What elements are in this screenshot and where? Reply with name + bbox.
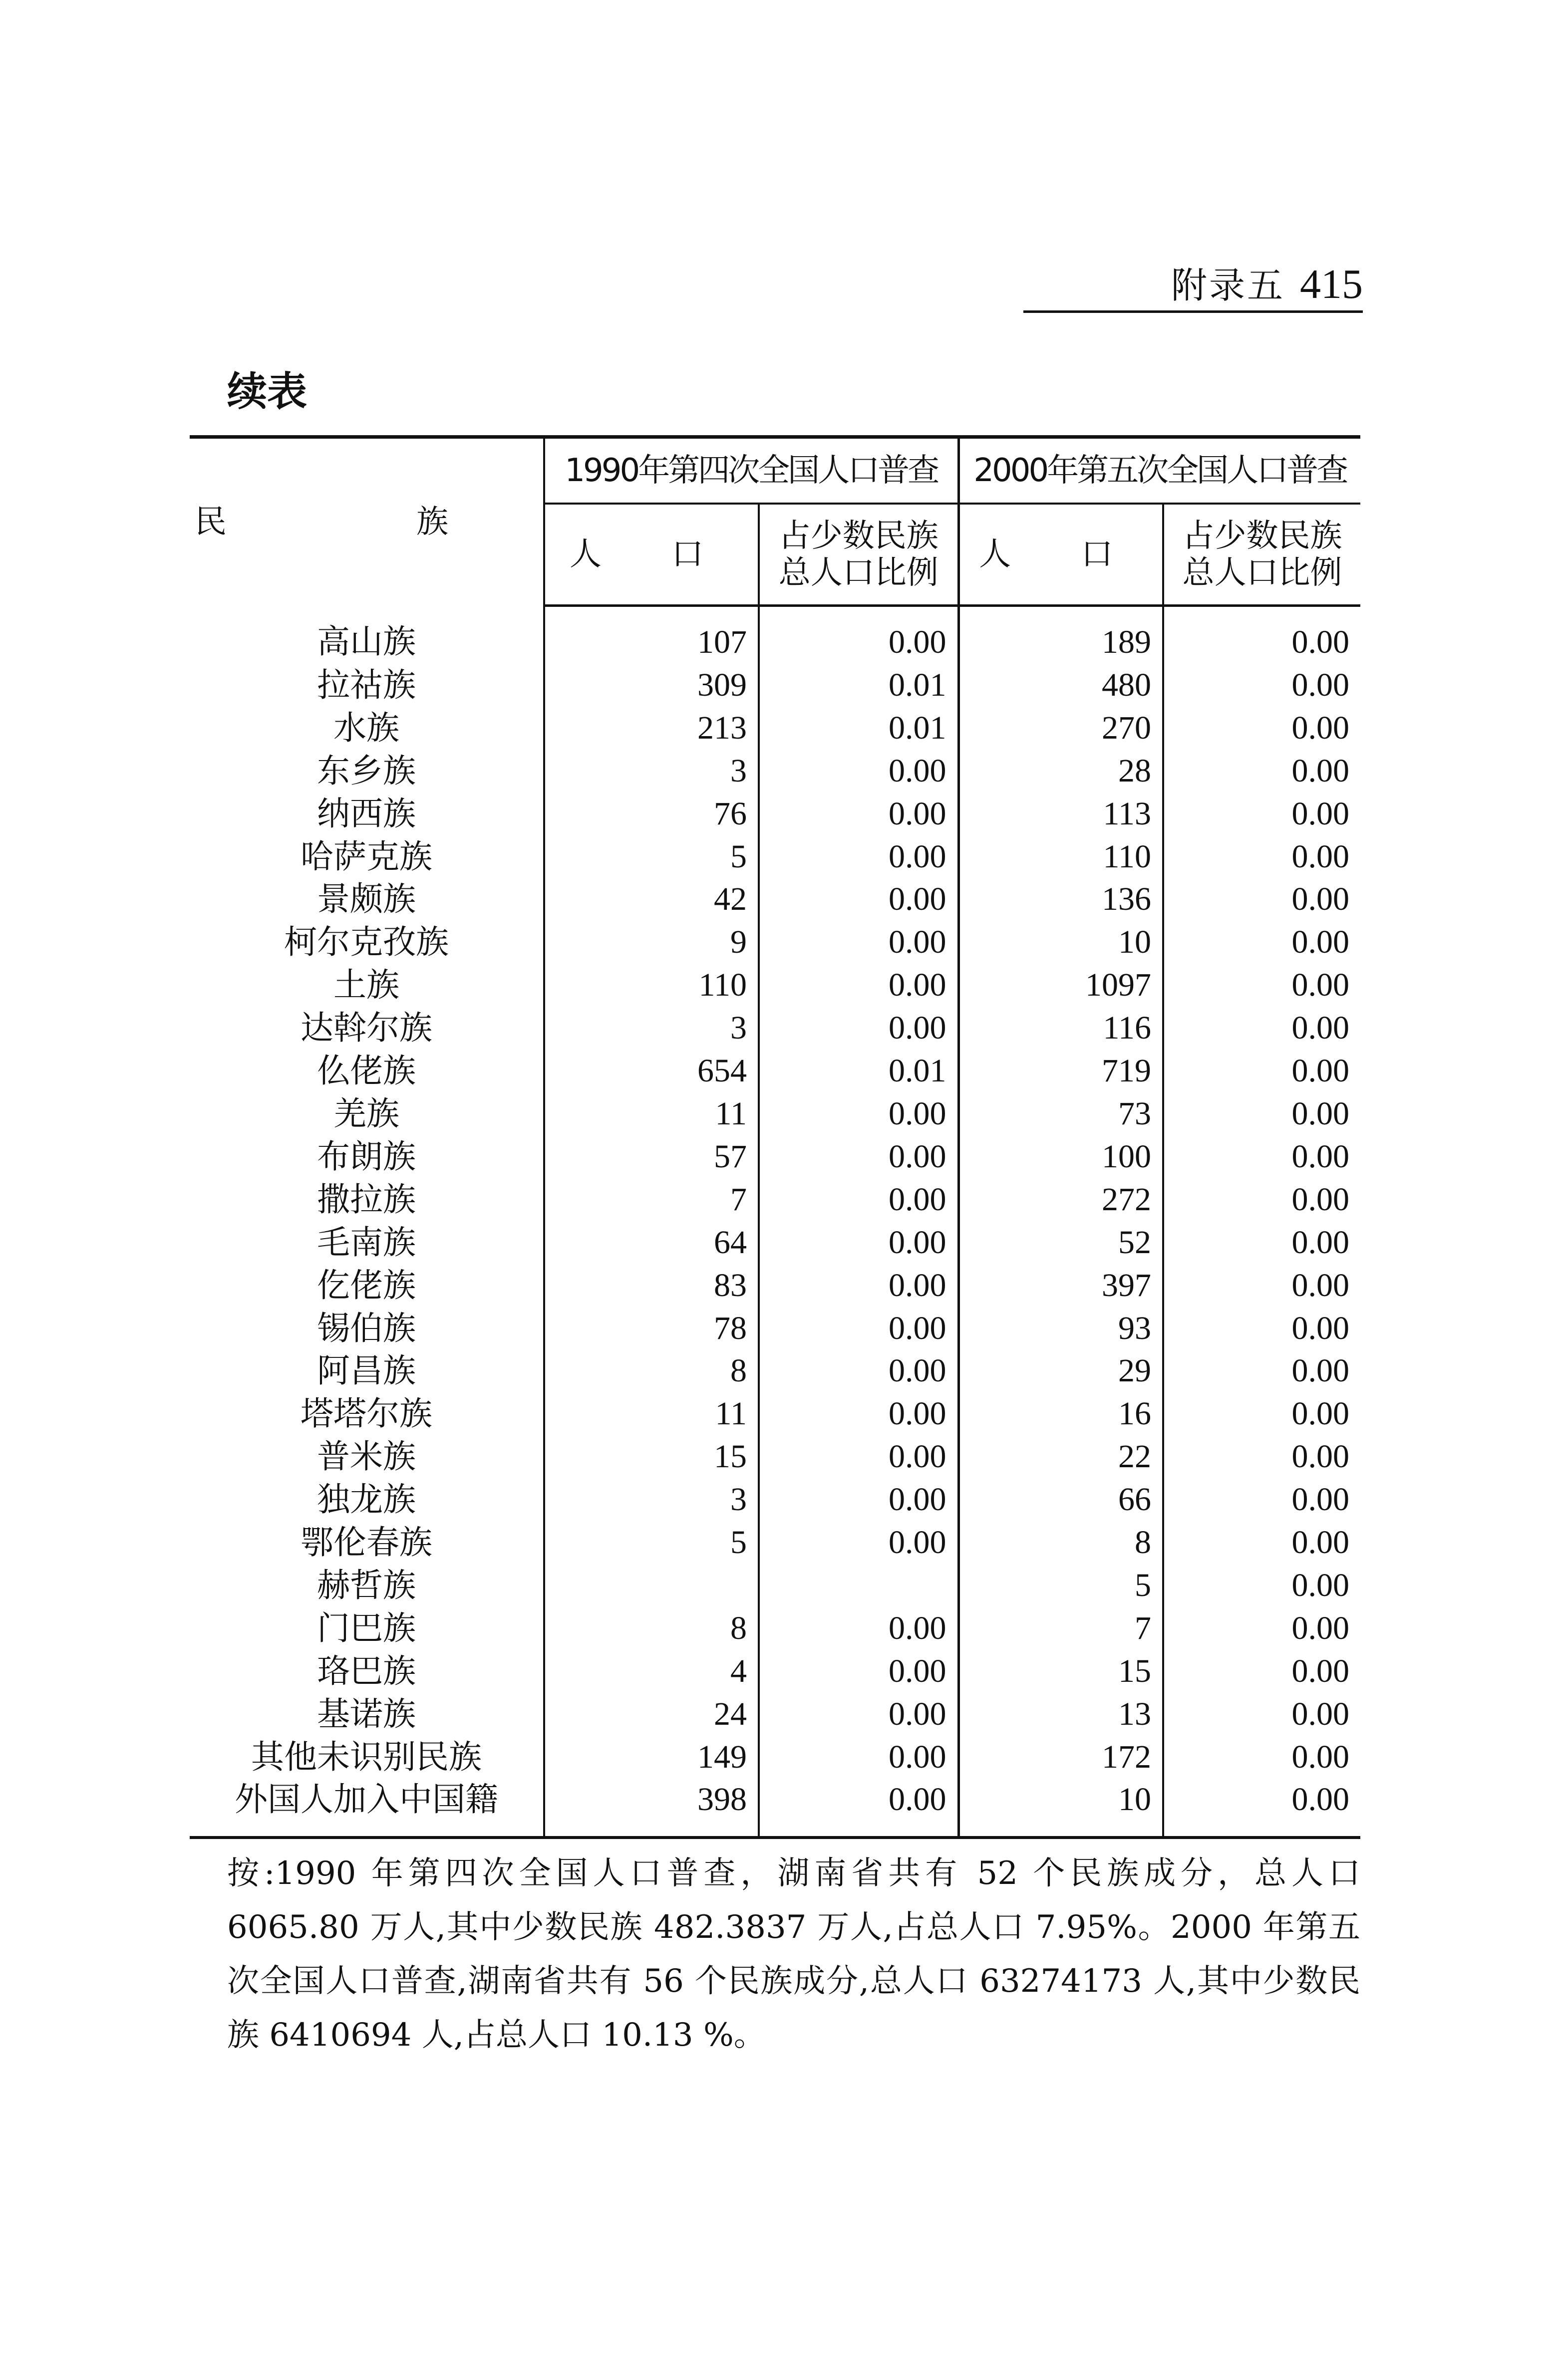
cell-ethnicity: 塔塔尔族 xyxy=(301,1394,432,1433)
cell-ratio-1990: 0.00 xyxy=(759,606,958,664)
table-body xyxy=(190,606,1360,1838)
cell-ratio-1990: 0.00 xyxy=(759,1092,958,1135)
cell-ratio-2000: 0.00 xyxy=(1163,1264,1360,1307)
cell-population-2000: 29 xyxy=(958,1349,1163,1392)
cell-ratio-1990: 0.00 xyxy=(759,1693,958,1736)
cell-population-2000: 100 xyxy=(958,1135,1163,1178)
cell-population-1990: 3 xyxy=(544,1478,759,1521)
header-ratio-2000 xyxy=(1163,504,1360,606)
cell-ethnicity: 仡佬族 xyxy=(317,1266,416,1305)
table-row xyxy=(190,1178,1360,1221)
cell-ratio-1990: 0.00 xyxy=(759,835,958,878)
cell-ethnicity: 外国人加入中国籍 xyxy=(190,1778,544,1838)
cell-ethnicity: 羌族 xyxy=(333,1094,399,1133)
header-census-1990: 1990年第四次全国人口普查 xyxy=(544,437,958,504)
cell-ratio-2000: 0.00 xyxy=(1163,1435,1360,1478)
cell-population-1990: 78 xyxy=(544,1307,759,1350)
cell-population-2000: 116 xyxy=(958,1007,1163,1050)
cell-population-1990: 9 xyxy=(544,921,759,964)
cell-ratio-2000: 0.00 xyxy=(1163,1349,1360,1392)
cell-population-2000: 73 xyxy=(958,1092,1163,1135)
cell-population-1990 xyxy=(544,1564,759,1607)
cell-ratio-2000: 0.00 xyxy=(1163,1050,1360,1092)
cell-ratio-2000: 0.00 xyxy=(1163,1178,1360,1221)
cell-ethnicity: 门巴族 xyxy=(317,1608,416,1647)
cell-ethnicity: 鄂伦春族 xyxy=(301,1523,432,1562)
cell-ratio-1990: 0.00 xyxy=(759,921,958,964)
cell-ratio-2000: 0.00 xyxy=(1163,1092,1360,1135)
running-head-title: 附录五 xyxy=(1171,264,1285,306)
cell-ratio-1990: 0.01 xyxy=(759,707,958,750)
cell-population-2000: 13 xyxy=(958,1693,1163,1736)
table-row xyxy=(190,1221,1360,1264)
cell-ratio-2000: 0.00 xyxy=(1163,1307,1360,1350)
cell-ratio-2000: 0.00 xyxy=(1163,1564,1360,1607)
cell-ratio-2000: 0.00 xyxy=(1163,750,1360,793)
cell-ratio-2000: 0.00 xyxy=(1163,793,1360,835)
table-row xyxy=(190,793,1360,835)
cell-ethnicity: 布朗族 xyxy=(317,1137,416,1176)
cell-ratio-2000: 0.00 xyxy=(1163,1521,1360,1564)
table-row xyxy=(190,1607,1360,1650)
cell-ratio-2000: 0.00 xyxy=(1163,1736,1360,1779)
cell-ethnicity: 独龙族 xyxy=(317,1480,416,1519)
running-head-rule xyxy=(1023,310,1363,313)
table-row xyxy=(190,1050,1360,1092)
cell-ratio-1990: 0.00 xyxy=(759,1736,958,1779)
cell-ratio-1990: 0.00 xyxy=(759,793,958,835)
cell-ratio-2000: 0.00 xyxy=(1163,1693,1360,1736)
cell-ethnicity: 水族 xyxy=(333,708,399,747)
table-footnote xyxy=(227,1847,1360,2062)
cell-population-1990: 42 xyxy=(544,878,759,921)
cell-ethnicity: 高山族 xyxy=(317,622,416,661)
cell-population-1990: 110 xyxy=(544,964,759,1007)
cell-ratio-2000: 0.00 xyxy=(1163,1135,1360,1178)
table-row xyxy=(190,1650,1360,1693)
cell-ratio-1990: 0.00 xyxy=(759,1007,958,1050)
header-population-2000: 人 口 xyxy=(958,504,1163,606)
cell-population-2000: 16 xyxy=(958,1392,1163,1435)
table-row xyxy=(190,1693,1360,1736)
cell-ethnicity: 撒拉族 xyxy=(317,1180,416,1219)
cell-ethnicity: 哈萨克族 xyxy=(301,837,432,876)
header-census-2000: 2000年第五次全国人口普查 xyxy=(958,437,1360,504)
cell-population-1990: 64 xyxy=(544,1221,759,1264)
cell-population-2000: 10 xyxy=(958,1778,1163,1838)
cell-population-1990: 83 xyxy=(544,1264,759,1307)
table-row xyxy=(190,835,1360,878)
header-ratio-1990-line1: 占少数民族 xyxy=(778,518,938,554)
cell-ratio-1990: 0.00 xyxy=(759,1435,958,1478)
cell-ratio-2000: 0.00 xyxy=(1163,835,1360,878)
cell-ratio-2000: 0.00 xyxy=(1163,1778,1360,1838)
cell-ratio-2000: 0.00 xyxy=(1163,664,1360,707)
cell-ratio-1990 xyxy=(759,1564,958,1607)
cell-population-2000: 172 xyxy=(958,1736,1163,1779)
table-row xyxy=(190,964,1360,1007)
cell-population-1990: 11 xyxy=(544,1092,759,1135)
table-row xyxy=(190,1264,1360,1307)
cell-ratio-1990: 0.00 xyxy=(759,1178,958,1221)
cell-population-2000: 110 xyxy=(958,835,1163,878)
table-row xyxy=(190,707,1360,750)
table-row xyxy=(190,664,1360,707)
cell-ratio-1990: 0.00 xyxy=(759,1221,958,1264)
cell-population-1990: 3 xyxy=(544,1007,759,1050)
table-row xyxy=(190,750,1360,793)
cell-population-2000: 480 xyxy=(958,664,1163,707)
cell-population-2000: 270 xyxy=(958,707,1163,750)
cell-population-1990: 5 xyxy=(544,835,759,878)
header-ethnicity: 民 族 xyxy=(190,437,544,606)
cell-ethnicity: 阿昌族 xyxy=(317,1351,416,1390)
cell-ratio-1990: 0.00 xyxy=(759,1392,958,1435)
cell-ethnicity: 其他未识别民族 xyxy=(251,1737,482,1776)
cell-ratio-2000: 0.00 xyxy=(1163,1007,1360,1050)
table-row xyxy=(190,1135,1360,1178)
cell-ratio-1990: 0.00 xyxy=(759,1349,958,1392)
cell-population-1990: 11 xyxy=(544,1392,759,1435)
header-ratio-1990-line2: 总人口比例 xyxy=(778,554,938,591)
cell-ethnicity: 赫哲族 xyxy=(317,1566,416,1604)
cell-population-1990: 8 xyxy=(544,1349,759,1392)
cell-population-2000: 272 xyxy=(958,1178,1163,1221)
cell-population-2000: 66 xyxy=(958,1478,1163,1521)
table-row xyxy=(190,1478,1360,1521)
cell-ethnicity: 东乡族 xyxy=(317,751,416,790)
cell-ratio-2000: 0.00 xyxy=(1163,878,1360,921)
header-ratio-2000-line2: 总人口比例 xyxy=(1182,554,1342,591)
cell-population-2000: 93 xyxy=(958,1307,1163,1350)
cell-ratio-1990: 0.00 xyxy=(759,1607,958,1650)
cell-ratio-1990: 0.00 xyxy=(759,1778,958,1838)
cell-ethnicity: 达斡尔族 xyxy=(301,1009,432,1048)
cell-population-2000: 22 xyxy=(958,1435,1163,1478)
table-row xyxy=(190,1521,1360,1564)
cell-population-2000: 10 xyxy=(958,921,1163,964)
cell-population-2000: 113 xyxy=(958,793,1163,835)
cell-ratio-2000: 0.00 xyxy=(1163,1478,1360,1521)
cell-population-1990: 107 xyxy=(544,606,759,664)
cell-ratio-1990: 0.00 xyxy=(759,964,958,1007)
cell-population-2000: 1097 xyxy=(958,964,1163,1007)
cell-ratio-2000: 0.00 xyxy=(1163,964,1360,1007)
cell-ratio-1990: 0.00 xyxy=(759,1521,958,1564)
cell-ethnicity: 拉祜族 xyxy=(317,665,416,704)
cell-ratio-2000: 0.00 xyxy=(1163,921,1360,964)
cell-population-1990: 76 xyxy=(544,793,759,835)
cell-population-1990: 3 xyxy=(544,750,759,793)
cell-ratio-1990: 0.01 xyxy=(759,1050,958,1092)
cell-population-2000: 8 xyxy=(958,1521,1163,1564)
cell-ethnicity: 纳西族 xyxy=(317,794,416,833)
table-row xyxy=(190,921,1360,964)
cell-ratio-2000: 0.00 xyxy=(1163,606,1360,664)
header-ratio-2000-line1: 占少数民族 xyxy=(1182,518,1342,554)
table-row xyxy=(190,1349,1360,1392)
running-head xyxy=(1023,260,1363,309)
table-row xyxy=(190,878,1360,921)
cell-ratio-1990: 0.00 xyxy=(759,1307,958,1350)
cell-population-2000: 15 xyxy=(958,1650,1163,1693)
cell-ethnicity: 景颇族 xyxy=(317,880,416,919)
cell-population-1990: 4 xyxy=(544,1650,759,1693)
cell-population-1990: 309 xyxy=(544,664,759,707)
cell-ratio-2000: 0.00 xyxy=(1163,1221,1360,1264)
footnote-text: 按:1990 年第四次全国人口普查，湖南省共有 52 个民族成分，总人口 6065.80 万人,其中少数民族 482.3837 万人,占总人口 7.95%。2000 年第五次全国人口普查,湖南省共有 56 个民族成分,总人口 63274173 人,其中少数民族 6410694 人,占总人口 10.13 %。 xyxy=(227,1855,1360,2054)
table-row xyxy=(190,1435,1360,1478)
continued-table-title: 续表 xyxy=(227,368,307,415)
cell-ratio-1990: 0.01 xyxy=(759,664,958,707)
cell-population-2000: 52 xyxy=(958,1221,1163,1264)
cell-population-2000: 28 xyxy=(958,750,1163,793)
cell-ratio-1990: 0.00 xyxy=(759,1650,958,1693)
cell-ratio-1990: 0.00 xyxy=(759,1135,958,1178)
cell-ethnicity: 锡伯族 xyxy=(317,1309,416,1347)
cell-population-1990: 149 xyxy=(544,1736,759,1779)
cell-population-2000: 719 xyxy=(958,1050,1163,1092)
cell-ethnicity: 普米族 xyxy=(317,1437,416,1476)
cell-ethnicity: 珞巴族 xyxy=(317,1651,416,1690)
table-row xyxy=(190,1392,1360,1435)
header-population-1990: 人 口 xyxy=(544,504,759,606)
cell-ratio-1990: 0.00 xyxy=(759,1264,958,1307)
cell-ethnicity: 柯尔克孜族 xyxy=(284,923,449,962)
cell-population-1990: 7 xyxy=(544,1178,759,1221)
cell-ethnicity: 仫佬族 xyxy=(317,1052,416,1090)
table-row xyxy=(190,1307,1360,1350)
table-row xyxy=(190,1564,1360,1607)
cell-ratio-1990: 0.00 xyxy=(759,878,958,921)
ethnic-population-table xyxy=(190,435,1360,1839)
cell-population-1990: 5 xyxy=(544,1521,759,1564)
page-number: 415 xyxy=(1300,261,1363,307)
cell-ethnicity: 基诺族 xyxy=(317,1694,416,1733)
cell-ratio-1990: 0.00 xyxy=(759,1478,958,1521)
cell-population-2000: 397 xyxy=(958,1264,1163,1307)
table-row xyxy=(190,1092,1360,1135)
cell-ratio-2000: 0.00 xyxy=(1163,707,1360,750)
cell-population-2000: 7 xyxy=(958,1607,1163,1650)
cell-population-1990: 15 xyxy=(544,1435,759,1478)
cell-population-2000: 189 xyxy=(958,606,1163,664)
cell-population-1990: 8 xyxy=(544,1607,759,1650)
cell-population-2000: 136 xyxy=(958,878,1163,921)
table-row xyxy=(190,1736,1360,1779)
cell-population-1990: 654 xyxy=(544,1050,759,1092)
cell-ratio-1990: 0.00 xyxy=(759,750,958,793)
cell-population-1990: 57 xyxy=(544,1135,759,1178)
cell-population-2000: 5 xyxy=(958,1564,1163,1607)
table-row xyxy=(190,1778,1360,1838)
cell-ratio-2000: 0.00 xyxy=(1163,1607,1360,1650)
table-row xyxy=(190,1007,1360,1050)
cell-ethnicity: 土族 xyxy=(333,966,399,1005)
cell-population-1990: 213 xyxy=(544,707,759,750)
table-row xyxy=(190,606,1360,664)
cell-ethnicity: 毛南族 xyxy=(317,1223,416,1262)
header-ratio-1990 xyxy=(759,504,958,606)
cell-ratio-2000: 0.00 xyxy=(1163,1650,1360,1693)
cell-population-1990: 398 xyxy=(544,1778,759,1838)
cell-population-1990: 24 xyxy=(544,1693,759,1736)
cell-ratio-2000: 0.00 xyxy=(1163,1392,1360,1435)
